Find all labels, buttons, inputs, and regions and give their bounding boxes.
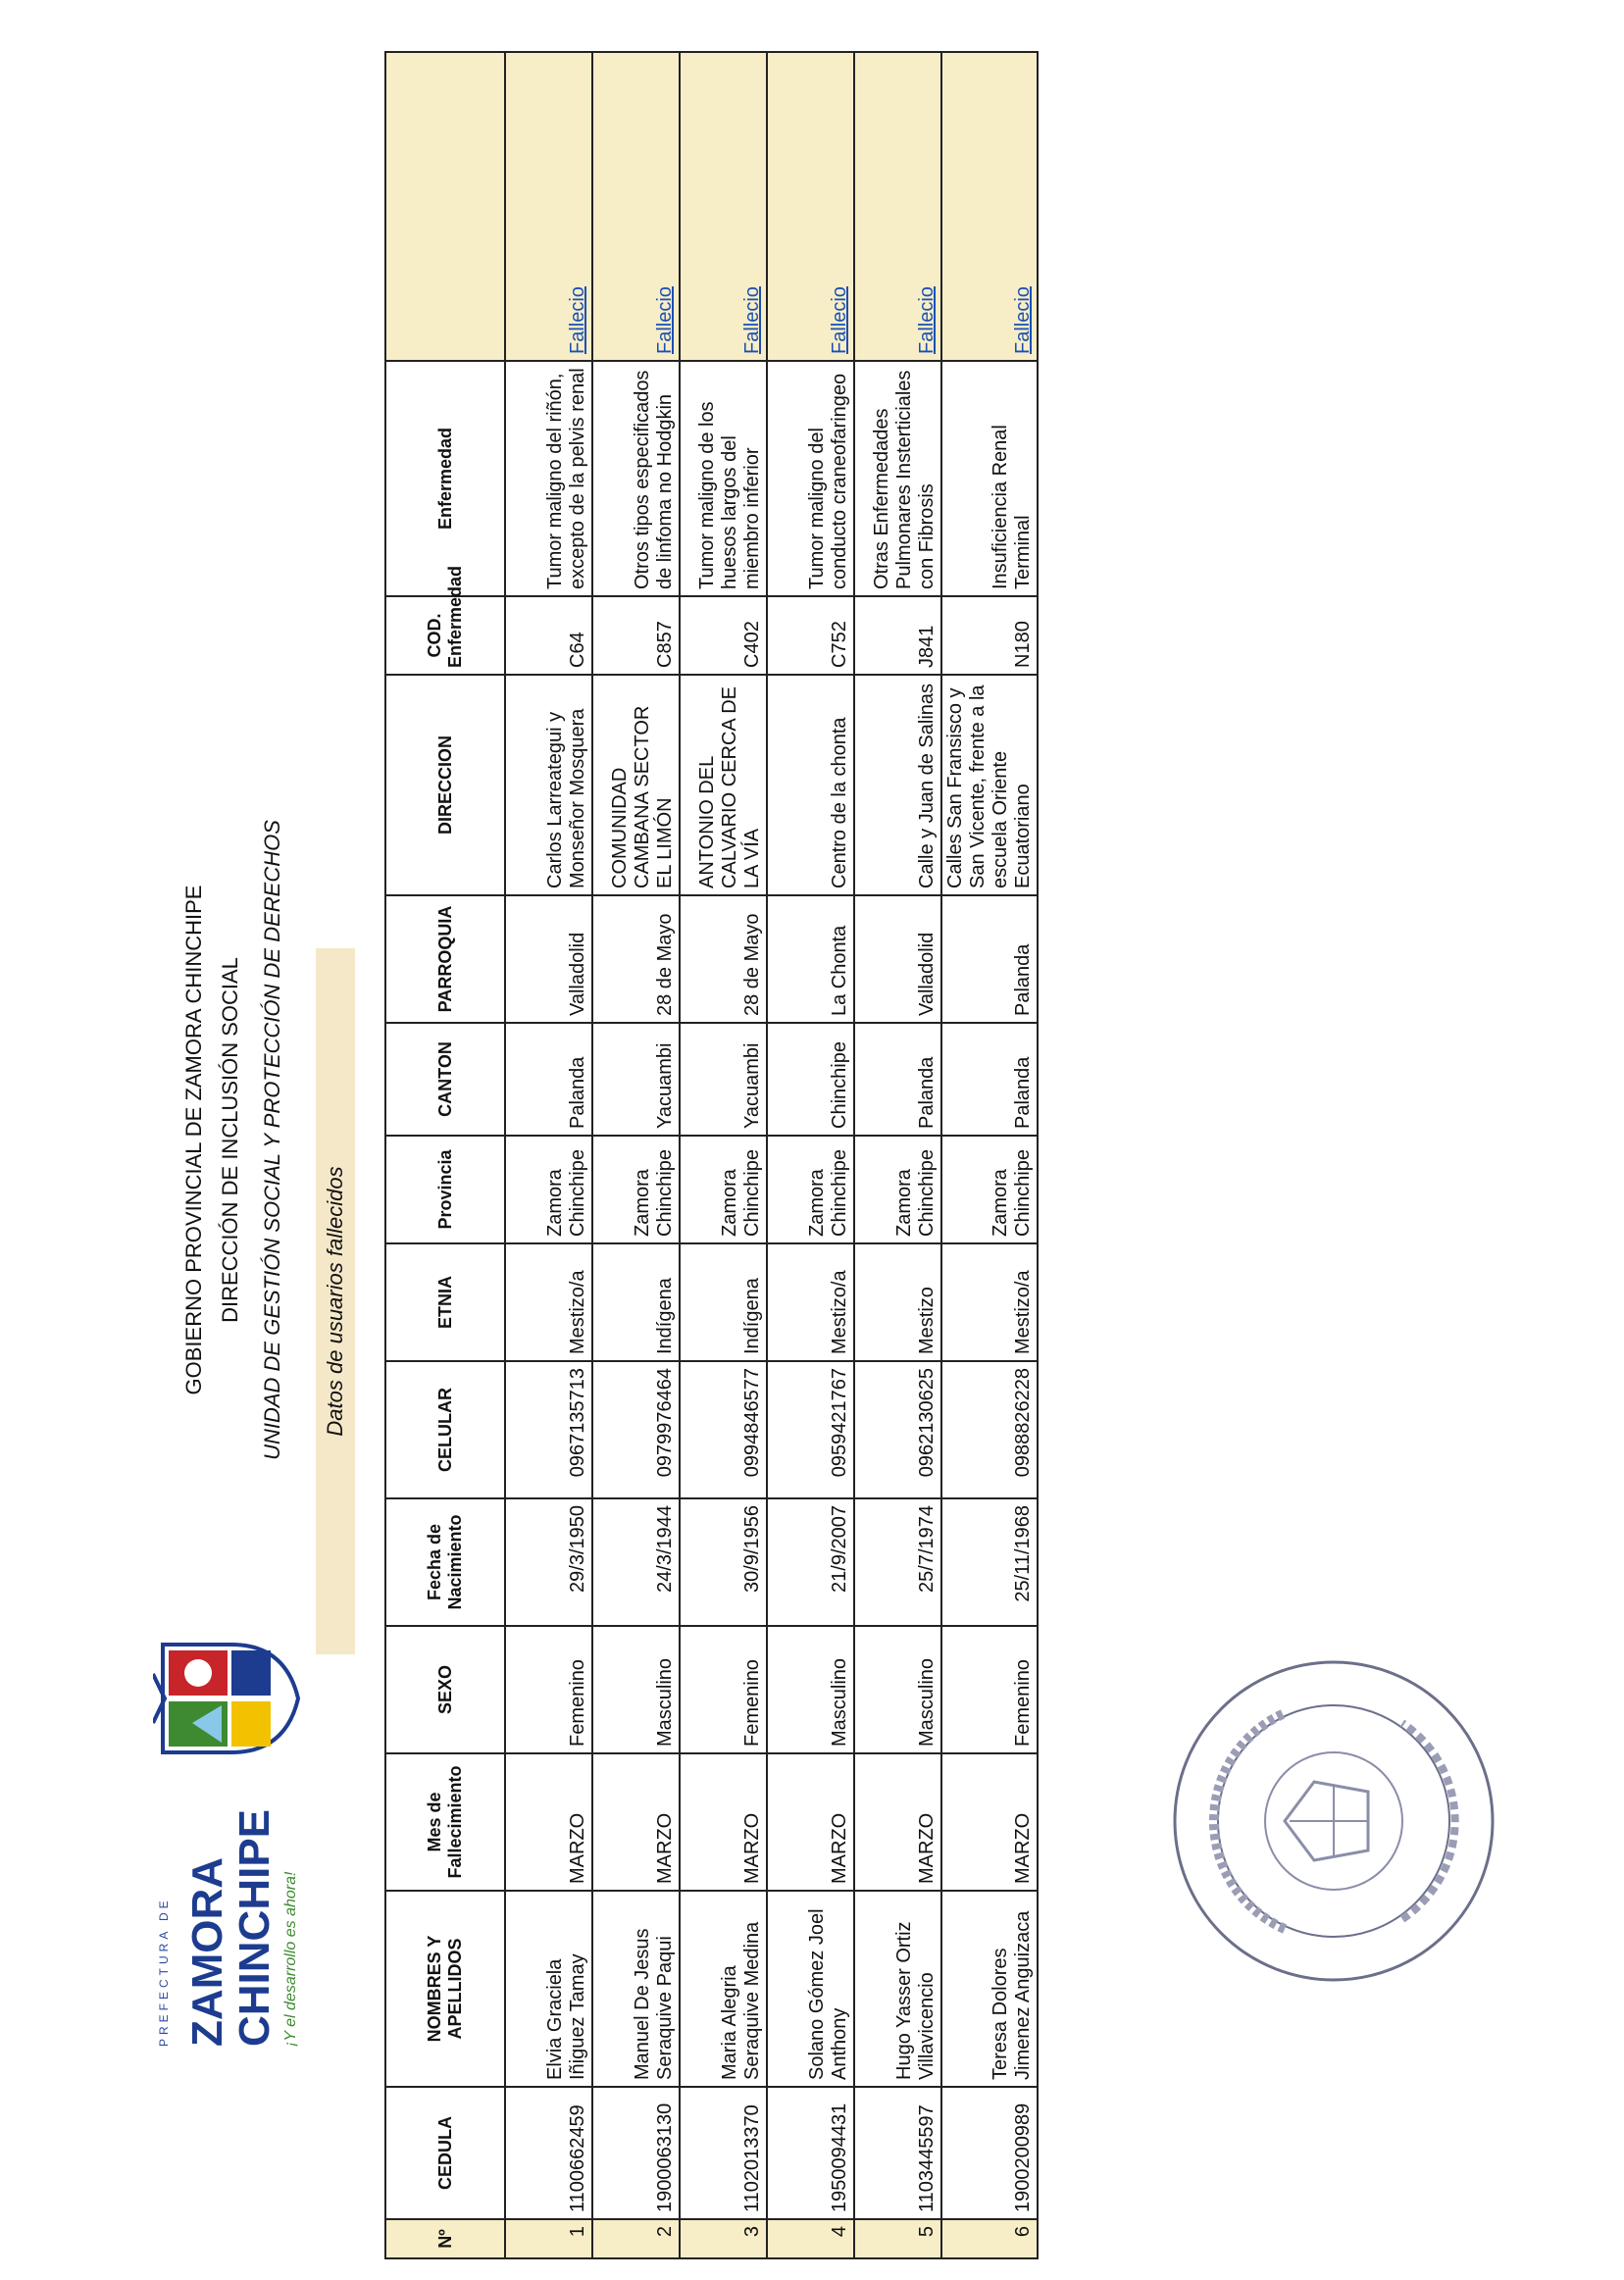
cell-nombres: Elvia Graciela Iñiguez Tamay xyxy=(505,1891,592,2087)
cell-provincia: Zamora Chinchipe xyxy=(592,1136,680,1243)
fallecio-link[interactable]: Fallecio xyxy=(741,286,763,354)
cell-nombres: Teresa Dolores Jimenez Anguizaca xyxy=(941,1891,1038,2087)
cell-direccion: ANTONIO DEL CALVARIO CERCA DE LA VÍA xyxy=(680,675,767,895)
cell-celular: 0979976464 xyxy=(592,1361,680,1498)
header-line-1: GOBIERNO PROVINCIAL DE ZAMORA CHINCHIPE xyxy=(181,885,206,1395)
cell-canton: Palanda xyxy=(854,1023,941,1136)
cell-parroquia: Palanda xyxy=(941,895,1038,1023)
table-subtitle: Datos de usuarios fallecidos xyxy=(316,948,355,1654)
cell-direccion: Centro de la chonta xyxy=(767,675,854,895)
cell-cod: C752 xyxy=(767,596,854,675)
col-header-etnia: ETNIA xyxy=(385,1243,505,1361)
cell-mes: MARZO xyxy=(505,1753,592,1891)
cell-n: 3 xyxy=(680,2219,767,2258)
col-header-estado xyxy=(385,52,505,361)
cell-cedula: 1950094431 xyxy=(767,2087,854,2219)
table-row xyxy=(941,52,1038,2258)
cell-n: 6 xyxy=(941,2219,1038,2258)
cell-mes: MARZO xyxy=(941,1753,1038,1891)
col-header-provincia: Provincia xyxy=(385,1136,505,1243)
fallecio-link[interactable]: Fallecio xyxy=(654,286,676,354)
logo-name-chinchipe: CHINCHIPE xyxy=(230,1808,279,2047)
cell-parroquia: Valladolid xyxy=(854,895,941,1023)
cell-n: 4 xyxy=(767,2219,854,2258)
fallecio-link[interactable]: Fallecio xyxy=(829,286,850,354)
col-header-nombres: NOMBRES Y APELLIDOS xyxy=(385,1891,505,2087)
cell-etnia: Mestizo xyxy=(854,1243,941,1361)
cell-cedula: 1900200989 xyxy=(941,2087,1038,2219)
cell-direccion: Calles San Fransisco y San Vicente, frente a la escuela Oriente Ecuatoriano xyxy=(941,675,1038,895)
cell-enfermedad: Tumor maligno del conducto craneofaringeo xyxy=(767,361,854,596)
cell-direccion: COMUNIDAD CAMBANA SECTOR EL LIMÓN xyxy=(592,675,680,895)
cell-canton: Palanda xyxy=(505,1023,592,1136)
cell-cod: J841 xyxy=(854,596,941,675)
cell-etnia: Mestizo/a xyxy=(941,1243,1038,1361)
cell-enfermedad: Otras Enfermedades Pulmonares Insterticiales con Fibrosis xyxy=(854,361,941,596)
cell-cedula: 1102013370 xyxy=(680,2087,767,2219)
cell-estado[interactable] xyxy=(854,52,941,361)
cell-sexo: Masculino xyxy=(767,1626,854,1753)
cell-provincia: Zamora Chinchipe xyxy=(941,1136,1038,1243)
cell-canton: Palanda xyxy=(941,1023,1038,1136)
cell-provincia: Zamora Chinchipe xyxy=(505,1136,592,1243)
cell-estado[interactable] xyxy=(767,52,854,361)
logo-top-text: PREFECTURA DE xyxy=(157,1897,171,2047)
fallecio-link[interactable]: Fallecio xyxy=(1012,286,1034,354)
fallecio-link[interactable]: Fallecio xyxy=(567,286,588,354)
cell-enfermedad: Insuficiencia Renal Terminal xyxy=(941,361,1038,596)
cell-mes: MARZO xyxy=(854,1753,941,1891)
cell-nombres: Solano Gómez Joel Anthony xyxy=(767,1891,854,2087)
col-header-cedula: CEDULA xyxy=(385,2087,505,2219)
table-header-row xyxy=(385,52,505,2258)
cell-n: 2 xyxy=(592,2219,680,2258)
cell-nacimiento: 30/9/1956 xyxy=(680,1498,767,1626)
cell-etnia: Indígena xyxy=(680,1243,767,1361)
cell-celular: 0967135713 xyxy=(505,1361,592,1498)
logo-slogan: ¡Y el desarrollo es ahora! xyxy=(282,1871,299,2047)
cell-etnia: Mestizo/a xyxy=(505,1243,592,1361)
cell-provincia: Zamora Chinchipe xyxy=(854,1136,941,1243)
col-header-direccion: DIRECCION xyxy=(385,675,505,895)
cell-nacimiento: 21/9/2007 xyxy=(767,1498,854,1626)
cell-estado[interactable] xyxy=(505,52,592,361)
cell-sexo: Masculino xyxy=(854,1626,941,1753)
cell-mes: MARZO xyxy=(680,1753,767,1891)
cell-nombres: Hugo Yasser Ortiz Villavicencio xyxy=(854,1891,941,2087)
cell-etnia: Indígena xyxy=(592,1243,680,1361)
col-header-mes: Mes de Fallecimiento xyxy=(385,1753,505,1891)
cell-sexo: Femenino xyxy=(680,1626,767,1753)
cell-provincia: Zamora Chinchipe xyxy=(680,1136,767,1243)
cell-nacimiento: 24/3/1944 xyxy=(592,1498,680,1626)
col-header-canton: CANTON xyxy=(385,1023,505,1136)
cell-provincia: Zamora Chinchipe xyxy=(767,1136,854,1243)
cell-estado[interactable] xyxy=(941,52,1038,361)
cell-cod: N180 xyxy=(941,596,1038,675)
col-header-celular: CELULAR xyxy=(385,1361,505,1498)
cell-mes: MARZO xyxy=(592,1753,680,1891)
cell-nacimiento: 25/7/1974 xyxy=(854,1498,941,1626)
cell-cedula: 1103445597 xyxy=(854,2087,941,2219)
logo-name-zamora: ZAMORA xyxy=(183,1856,231,2047)
official-seal xyxy=(1167,1654,1500,1988)
cell-cedula: 1900063130 xyxy=(592,2087,680,2219)
cell-sexo: Femenino xyxy=(941,1626,1038,1753)
col-header-parroquia: PARROQUIA xyxy=(385,895,505,1023)
cell-estado[interactable] xyxy=(680,52,767,361)
cell-etnia: Mestizo/a xyxy=(767,1243,854,1361)
table-row xyxy=(505,52,592,2258)
cell-parroquia: La Chonta xyxy=(767,895,854,1023)
table-row xyxy=(854,52,941,2258)
cell-celular: 0988826228 xyxy=(941,1361,1038,1498)
col-header-enfermedad: Enfermedad xyxy=(385,361,505,596)
cell-nacimiento: 29/3/1950 xyxy=(505,1498,592,1626)
cell-sexo: Femenino xyxy=(505,1626,592,1753)
cell-mes: MARZO xyxy=(767,1753,854,1891)
header-line-2: DIRECCIÓN DE INCLUSIÓN SOCIAL xyxy=(218,957,242,1323)
cell-enfermedad: Tumor maligno de los huesos largos del miembro inferior xyxy=(680,361,767,596)
cell-direccion: Carlos Larreategui y Monseñor Mosquera xyxy=(505,675,592,895)
cell-parroquia: 28 de Mayo xyxy=(592,895,680,1023)
col-header-n: Nº xyxy=(385,2219,505,2258)
header-line-3: UNIDAD DE GESTIÓN SOCIAL Y PROTECCIÓN DE DERECHOS xyxy=(260,820,284,1460)
col-header-nacimiento: Fecha de Nacimiento xyxy=(385,1498,505,1626)
cell-canton: Yacuambi xyxy=(680,1023,767,1136)
cell-enfermedad: Otros tipos especificados de linfoma no Hodgkin xyxy=(592,361,680,596)
cell-celular: 0962130625 xyxy=(854,1361,941,1498)
cell-parroquia: 28 de Mayo xyxy=(680,895,767,1023)
cell-nacimiento: 25/11/1968 xyxy=(941,1498,1038,1626)
cell-nombres: Maria Alegria Seraquive Medina xyxy=(680,1891,767,2087)
col-header-sexo: SEXO xyxy=(385,1626,505,1753)
col-header-cod: COD. Enfermedad xyxy=(385,596,505,675)
cell-parroquia: Valladolid xyxy=(505,895,592,1023)
cell-cod: C402 xyxy=(680,596,767,675)
table-row xyxy=(592,52,680,2258)
cell-canton: Chinchipe xyxy=(767,1023,854,1136)
cell-direccion: Calle y Juan de Salinas xyxy=(854,675,941,895)
table-row xyxy=(680,52,767,2258)
cell-enfermedad: Tumor maligno del riñón, excepto de la pelvis renal xyxy=(505,361,592,596)
cell-sexo: Masculino xyxy=(592,1626,680,1753)
cell-canton: Yacuambi xyxy=(592,1023,680,1136)
cell-n: 1 xyxy=(505,2219,592,2258)
cell-celular: 0994846577 xyxy=(680,1361,767,1498)
cell-estado[interactable] xyxy=(592,52,680,361)
cell-cod: C64 xyxy=(505,596,592,675)
table-row xyxy=(767,52,854,2258)
cell-n: 5 xyxy=(854,2219,941,2258)
fallecio-link[interactable]: Fallecio xyxy=(916,286,938,354)
cell-cod: C857 xyxy=(592,596,680,675)
cell-nombres: Manuel De Jesus Seraquive Paqui xyxy=(592,1891,680,2087)
cell-celular: 0959421767 xyxy=(767,1361,854,1498)
cell-cedula: 1100662459 xyxy=(505,2087,592,2219)
deceased-users-table xyxy=(384,51,1039,2259)
